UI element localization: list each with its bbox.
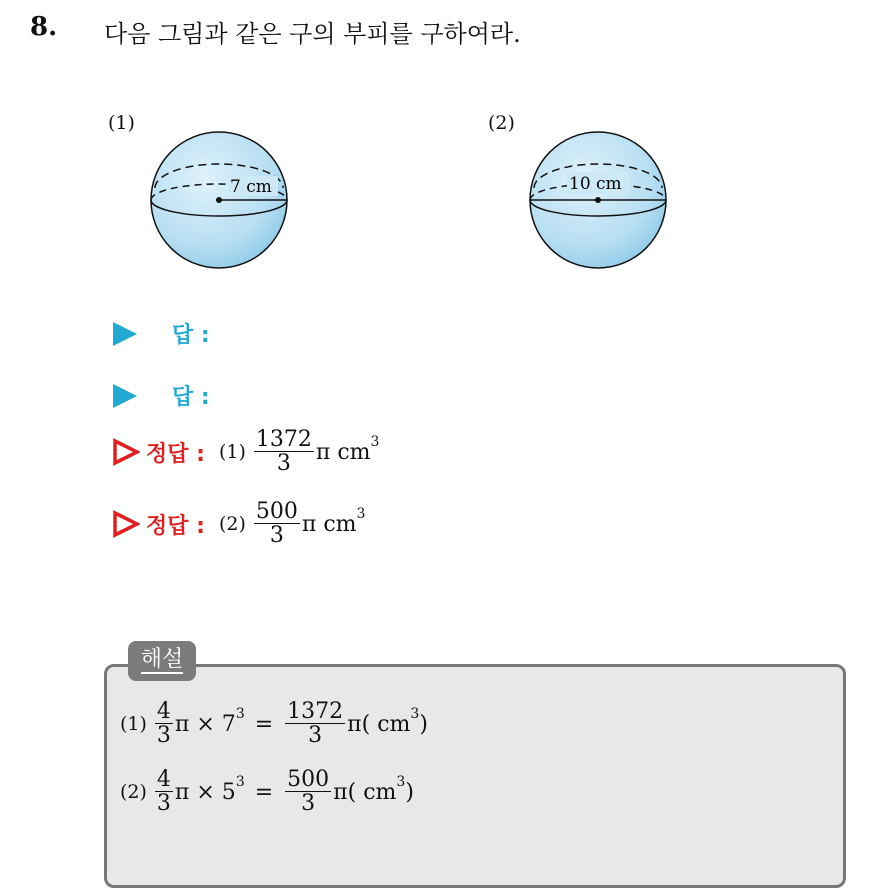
- question-text: 다음 그림과 같은 구의 부피를 구하여라.: [104, 20, 521, 48]
- figure-2-measure: 10 cm: [569, 174, 622, 194]
- solution-line-2: (2) $\frac{4}{3}$ π × 5 3 = $\frac{500}{3}$ π( cm 3 ): [120, 767, 414, 817]
- answer-unit: π cm: [301, 511, 357, 537]
- red-outline-play-icon: [112, 510, 140, 538]
- answer-part: (1): [218, 441, 246, 464]
- blue-play-icon: [112, 383, 138, 409]
- answer-row-1: [112, 318, 210, 349]
- sphere-figure-2: [527, 128, 669, 272]
- correct-answer-row-2: 정답 : (2) $\frac{500}{3}$ π cm 3: [112, 500, 365, 548]
- answer-label: 답 :: [172, 385, 210, 410]
- answer-part: (2): [218, 513, 246, 536]
- correct-answer-row-1: 정답 : (1) $\frac{1372}{3}$ π cm 3: [112, 428, 379, 476]
- figure-1-label: (1): [108, 112, 135, 134]
- answer-label: 답 :: [172, 323, 210, 348]
- solution-title: 해설: [128, 641, 196, 681]
- answer-row-2: [112, 380, 210, 411]
- answer-unit: π cm: [315, 439, 371, 465]
- answer-fraction: $\frac{1372}{3}$: [255, 427, 312, 477]
- question-number: 8.: [30, 12, 58, 42]
- figure-2-label: (2): [488, 112, 515, 134]
- red-outline-play-icon: [112, 438, 140, 466]
- sphere-figure-1: [148, 128, 290, 272]
- correct-label: 정답 :: [146, 513, 205, 539]
- figure-1-measure: 7 cm: [230, 177, 272, 197]
- blue-play-icon: [112, 321, 138, 347]
- answer-fraction: $\frac{500}{3}$: [255, 499, 298, 549]
- solution-line-1: (1) $\frac{4}{3}$ π × 7 3 = $\frac{1372}{3}$ π( cm 3 ): [120, 699, 428, 749]
- correct-label: 정답 :: [146, 441, 205, 467]
